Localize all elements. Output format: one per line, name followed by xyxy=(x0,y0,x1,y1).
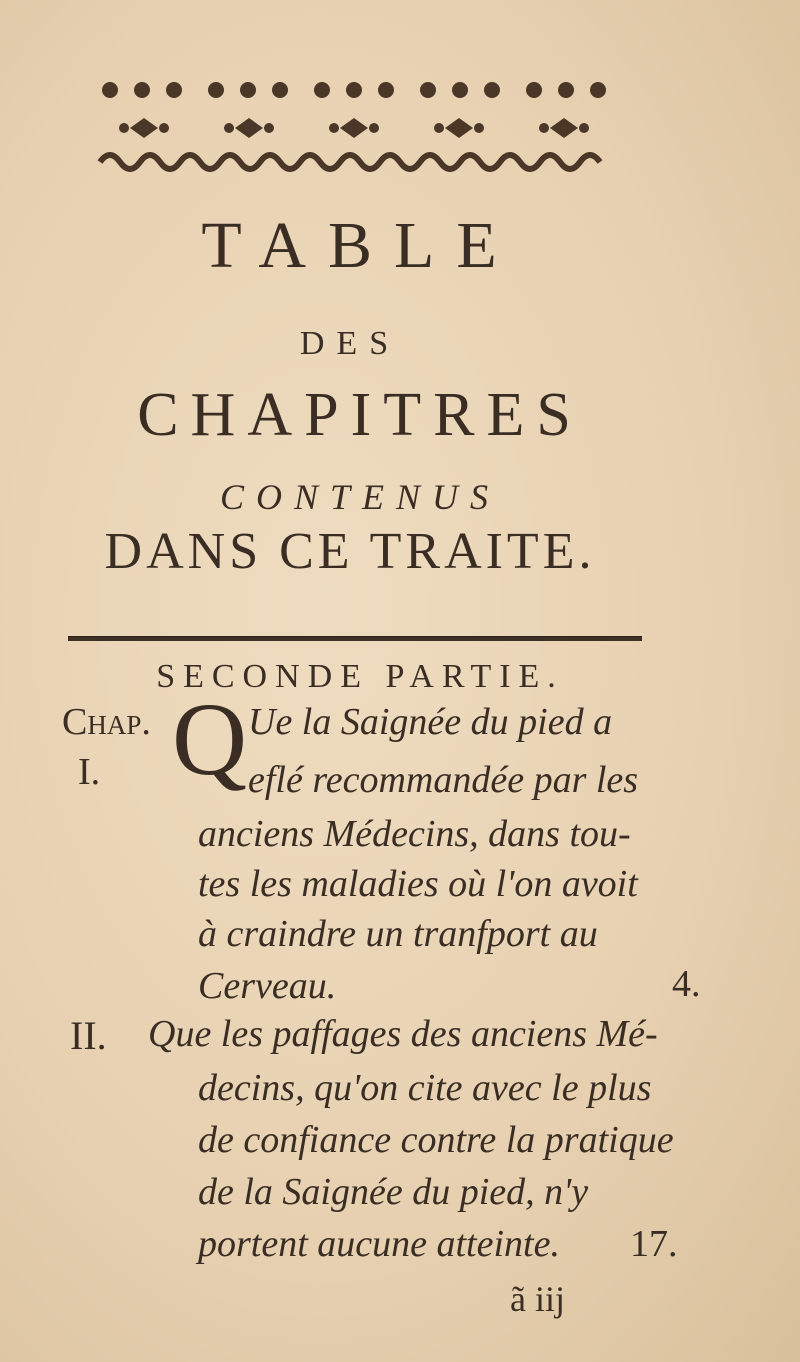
ornament-band xyxy=(90,70,630,185)
title-contenus: CONTENUS xyxy=(219,477,501,517)
entry-1-line-3: anciens Médecins, dans tou- xyxy=(198,813,631,855)
entry-number-2: II. xyxy=(70,1013,107,1058)
title-table: TABLE xyxy=(201,209,519,282)
fleuron-ornament xyxy=(90,70,630,185)
entry-1-line-2: eflé recommandée par les xyxy=(248,759,639,801)
entry-2-line-4: de la Saignée du pied, n'y xyxy=(198,1171,589,1213)
ornament-row-middle xyxy=(119,118,589,138)
entry-1-line-6: Cerveau. xyxy=(198,965,337,1007)
signature-mark: ã iij xyxy=(510,1279,565,1319)
entry-number-1: I. xyxy=(78,751,101,793)
entry-2-line-5: portent aucune atteinte. xyxy=(198,1223,560,1265)
entry-2-page-number: 17. xyxy=(630,1223,678,1265)
entry-2-line-1: Que les paffages des anciens Mé- xyxy=(148,1013,658,1055)
drop-cap: Q xyxy=(172,682,248,797)
title-chapitres: CHAPITRES xyxy=(137,381,583,449)
entry-1-line-1: Ue la Saignée du pied a xyxy=(248,701,613,743)
horizontal-rule xyxy=(68,636,642,641)
ornament-row-top xyxy=(102,82,606,98)
entry-2-line-2: decins, qu'on cite avec le plus xyxy=(198,1067,652,1109)
section-title: SECONDE PARTIE. xyxy=(156,658,564,695)
entry-1-page-number: 4. xyxy=(672,963,701,1005)
entry-1-line-5: à craindre un tranfport au xyxy=(198,913,598,955)
title-dans-ce-traite: DANS CE TRAITE. xyxy=(104,523,596,580)
entry-2-line-3: de confiance contre la pratique xyxy=(198,1119,674,1161)
chapter-label: Chap. xyxy=(62,701,151,743)
entry-1-line-4: tes les maladies où l'on avoit xyxy=(198,863,638,905)
title-des: DES xyxy=(299,325,401,362)
ornament-row-bottom xyxy=(100,155,600,169)
